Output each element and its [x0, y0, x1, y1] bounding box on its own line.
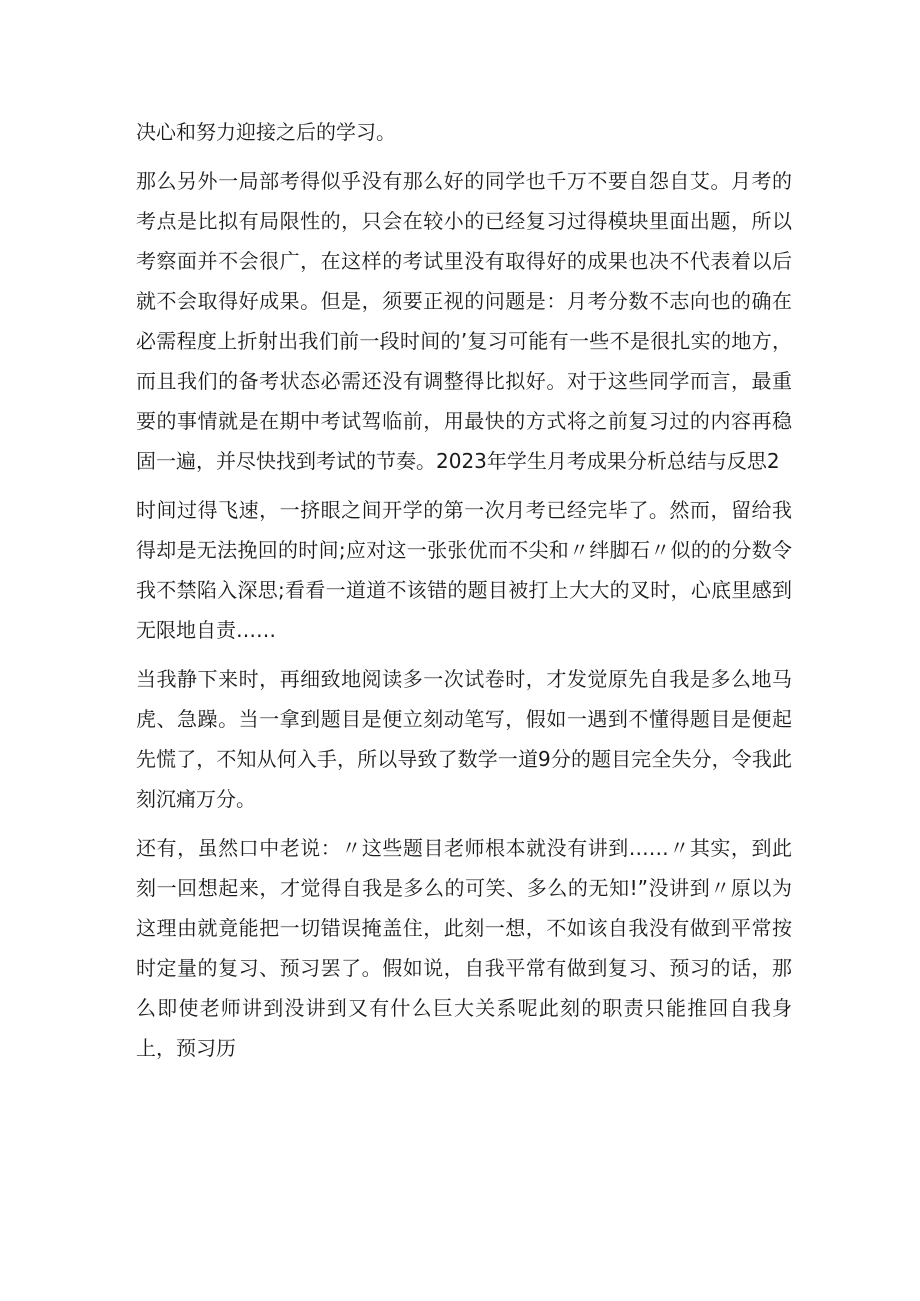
document-body — [136, 112, 792, 1077]
paragraph-1: 决心和努力迎接之后的学习。 — [136, 120, 396, 144]
paragraph-2: 那么另外一局部考得似乎没有那么好的同学也千万不要自怨自艾。月考的考点是比拟有局限性的，只会在较小的已经复习过得模块里面出题，所以考察面并不会很广，在这样的考试里没有取得好的成果也决不代表着以后就不会取得好成果。但是，须要正视的问题是：月考分数不志向也的确在必需程度上折射出我们前一段时间的’复习可能有一些不是很扎实的地方，而且我们的备考状态必需还没有调整得比拟好。对于这些同学而言，最重要的事情就是在期中考试驾临前，用最快的方式将之前复习过的内容再稳固一遍，并尽快找到考试的节奏。2023年学生月考成果分析总结与反思2 — [136, 169, 792, 473]
paragraph-4: 当我静下来时，再细致地阅读多一次试卷时，才发觉原先自我是多么地马虎、急躁。当一拿到题目是便立刻动笔写，假如一遇到不懂得题目是便起先慌了，不知从何入手，所以导致了数学一道9分的题目完全失分，令我此刻沉痛万分。 — [136, 667, 792, 811]
paragraph-5: 还有，虽然口中老说：〃这些题目老师根本就没有讲到……〃其实，到此刻一回想起来，才觉得自我是多么的可笑、多么的无知!”没讲到〃原以为这理由就竟能把一切错误掩盖住，此刻一想，不如该自我没有做到平常按时定量的复习、预习罢了。假如说，自我平常有做到复习、预习的话，那么即使老师讲到没讲到又有什么巨大关系呢此刻的职责只能推回自我身上，预习历 — [136, 836, 792, 1060]
paragraph-3: 时间过得飞速，一挤眼之间开学的第一次月考已经完毕了。然而，留给我得却是无法挽回的时间;应对这一张张优而不尖和〃绊脚石〃似的的分数令我不禁陷入深思;看看一道道不该错的题目被打上大大的叉时，心底里感到无限地自责…… — [136, 498, 792, 642]
